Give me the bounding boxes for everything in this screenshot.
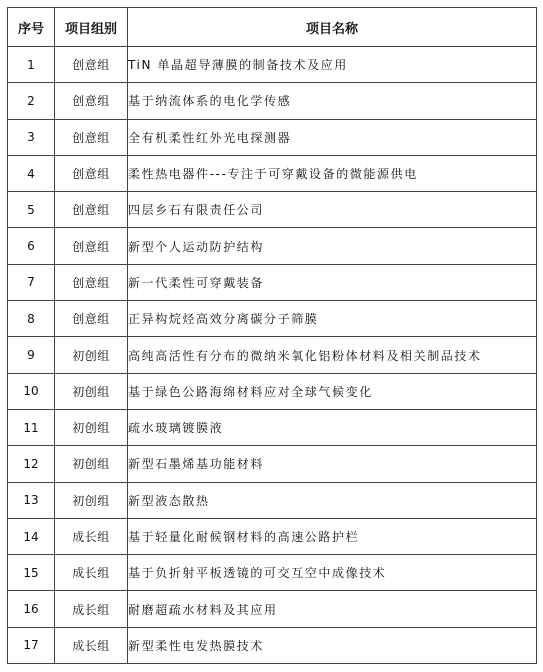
project-group-cell: 创意组 xyxy=(55,119,128,155)
project-group-cell: 创意组 xyxy=(55,47,128,83)
table-row xyxy=(8,518,537,554)
serial-number-cell: 5 xyxy=(8,192,55,228)
project-group-cell: 初创组 xyxy=(55,373,128,409)
project-group-cell: 创意组 xyxy=(55,155,128,191)
project-name-cell: 新型柔性电发热膜技术 xyxy=(128,627,537,663)
serial-number-cell: 7 xyxy=(8,264,55,300)
project-name-cell: 新型个人运动防护结构 xyxy=(128,228,537,264)
serial-number-cell: 6 xyxy=(8,228,55,264)
project-name-cell: 柔性热电器件---专注于可穿戴设备的微能源供电 xyxy=(128,155,537,191)
project-name-cell: TiN 单晶超导薄膜的制备技术及应用 xyxy=(128,47,537,83)
project-name-cell: 正异构烷烃高效分离碳分子筛膜 xyxy=(128,301,537,337)
serial-number-cell: 2 xyxy=(8,83,55,119)
project-group-cell: 初创组 xyxy=(55,409,128,445)
project-group-cell: 成长组 xyxy=(55,555,128,591)
project-name-cell: 基于绿色公路海绵材料应对全球气候变化 xyxy=(128,373,537,409)
project-table xyxy=(7,7,537,664)
header-project-name: 项目名称 xyxy=(128,8,537,47)
table-row xyxy=(8,591,537,627)
serial-number-cell: 14 xyxy=(8,518,55,554)
project-name-cell: 全有机柔性红外光电探测器 xyxy=(128,119,537,155)
project-group-cell: 创意组 xyxy=(55,192,128,228)
project-name-cell: 新一代柔性可穿戴装备 xyxy=(128,264,537,300)
serial-number-cell: 3 xyxy=(8,119,55,155)
serial-number-cell: 1 xyxy=(8,47,55,83)
table-row xyxy=(8,47,537,83)
table-row xyxy=(8,373,537,409)
header-row xyxy=(8,8,537,47)
table-row xyxy=(8,409,537,445)
serial-number-cell: 8 xyxy=(8,301,55,337)
serial-number-cell: 16 xyxy=(8,591,55,627)
project-name-cell: 基于负折射平板透镜的可交互空中成像技术 xyxy=(128,555,537,591)
serial-number-cell: 13 xyxy=(8,482,55,518)
table-row xyxy=(8,627,537,663)
project-name-cell: 耐磨超疏水材料及其应用 xyxy=(128,591,537,627)
serial-number-cell: 17 xyxy=(8,627,55,663)
project-group-cell: 初创组 xyxy=(55,482,128,518)
table-row xyxy=(8,446,537,482)
serial-number-cell: 10 xyxy=(8,373,55,409)
project-name-cell: 四层乡石有限责任公司 xyxy=(128,192,537,228)
project-group-cell: 成长组 xyxy=(55,627,128,663)
table-body xyxy=(8,47,537,664)
header-serial-number: 序号 xyxy=(8,8,55,47)
serial-number-cell: 9 xyxy=(8,337,55,373)
project-group-cell: 创意组 xyxy=(55,228,128,264)
project-group-cell: 创意组 xyxy=(55,264,128,300)
project-name-cell: 新型石墨烯基功能材料 xyxy=(128,446,537,482)
serial-number-cell: 12 xyxy=(8,446,55,482)
serial-number-cell: 15 xyxy=(8,555,55,591)
table-row xyxy=(8,482,537,518)
table-row xyxy=(8,83,537,119)
project-group-cell: 初创组 xyxy=(55,337,128,373)
header-project-group: 项目组别 xyxy=(55,8,128,47)
project-name-cell: 基于纳流体系的电化学传感 xyxy=(128,83,537,119)
project-name-cell: 疏水玻璃镀膜液 xyxy=(128,409,537,445)
table-row xyxy=(8,301,537,337)
project-name-cell: 新型液态散热 xyxy=(128,482,537,518)
project-group-cell: 成长组 xyxy=(55,518,128,554)
serial-number-cell: 4 xyxy=(8,155,55,191)
project-name-cell: 高纯高活性有分布的微纳米氧化铝粉体材料及相关制品技术 xyxy=(128,337,537,373)
table-row xyxy=(8,119,537,155)
table-header xyxy=(8,8,537,47)
project-group-cell: 创意组 xyxy=(55,301,128,337)
table-row xyxy=(8,155,537,191)
table-row xyxy=(8,192,537,228)
table-row xyxy=(8,555,537,591)
table-row xyxy=(8,228,537,264)
table-row xyxy=(8,337,537,373)
serial-number-cell: 11 xyxy=(8,409,55,445)
project-group-cell: 初创组 xyxy=(55,446,128,482)
project-group-cell: 创意组 xyxy=(55,83,128,119)
project-group-cell: 成长组 xyxy=(55,591,128,627)
table-row xyxy=(8,264,537,300)
project-name-cell: 基于轻量化耐候钢材料的高速公路护栏 xyxy=(128,518,537,554)
